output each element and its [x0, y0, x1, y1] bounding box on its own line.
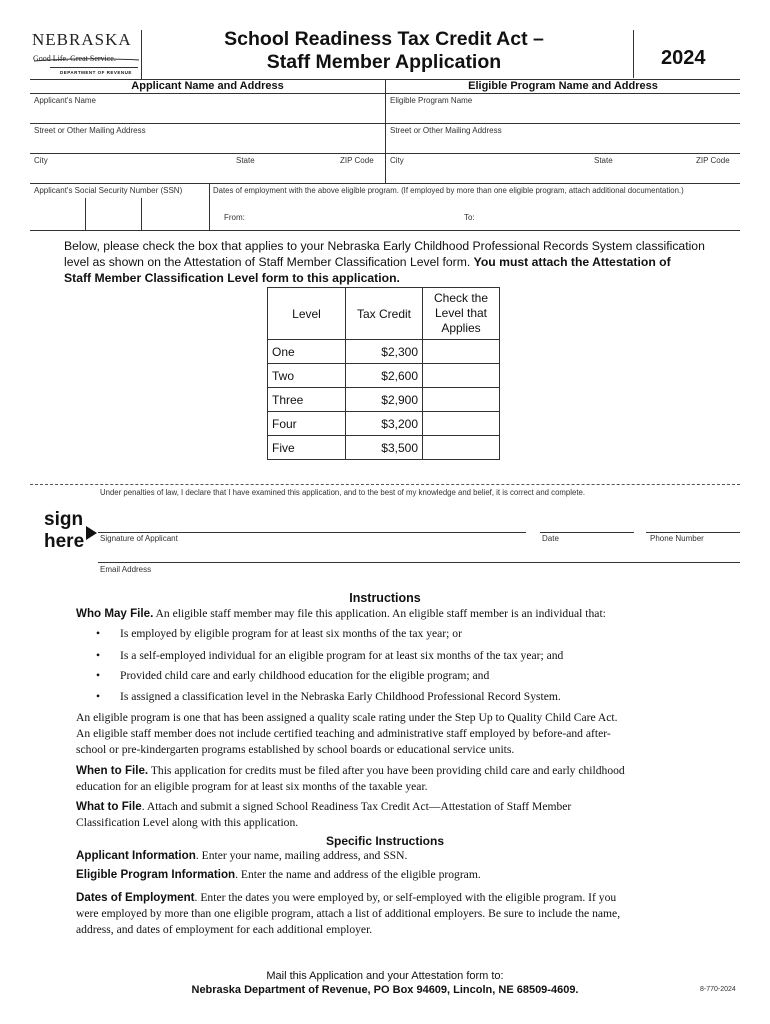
logo-name: NEBRASKA — [32, 30, 132, 49]
employment-dates-field[interactable] — [210, 184, 740, 230]
employment-label: Dates of employment with the above eligible program. (If employed by more than one eligible program, attach additional documentation.) — [213, 186, 684, 195]
title-divider — [633, 30, 634, 78]
email-field[interactable] — [98, 542, 740, 562]
table-row — [268, 388, 500, 412]
form-year: 2024 — [661, 47, 706, 69]
applicant-city-field[interactable] — [30, 154, 385, 183]
signature-field[interactable] — [98, 510, 526, 532]
col-level: Level — [268, 288, 346, 340]
logo-department: DEPARTMENT OF REVENUE — [60, 70, 132, 75]
program-name-label: Eligible Program Name — [390, 96, 473, 105]
ssn-divider-2 — [141, 198, 142, 230]
specific-instructions-heading: Specific Instructions — [325, 834, 445, 848]
program-zip-label: ZIP Code — [696, 156, 730, 165]
eligible-program-paragraph: An eligible program is one that has been assigned a quality scale rating under the Step Up to Quality Child Care Act. An eligible staff member does not include certified teaching and administrative staff employed by before-and after- school or pre-kindergarten programs established by school boards or educational service units. — [76, 711, 618, 756]
what-to-file: What to File. Attach and submit a signed School Readiness Tax Credit Act—Attestation of Staff Member Classification Level along with this application. — [76, 800, 572, 829]
applicant-street-field[interactable] — [30, 124, 385, 153]
program-information-instr: Eligible Program Information. Enter the name and address of the eligible program. — [76, 868, 481, 881]
credit-cell: $2,300 — [346, 340, 423, 364]
ssn-label: Applicant's Social Security Number (SSN) — [34, 186, 183, 195]
applicant-zip-label: ZIP Code — [340, 156, 374, 165]
list-item: • Is employed by eligible program for at least six months of the tax year; or — [96, 627, 462, 640]
form-code: 8-770-2024 — [700, 986, 736, 993]
col-tax-credit: Tax Credit — [346, 288, 423, 340]
classification-intro: Below, please check the box that applies to your Nebraska Early Childhood Professional Records System classification level as shown on the Attestation of Staff Member Classification Level form. You must attach the Attestation of Staff Member Classification Level form to this application. — [64, 239, 705, 285]
table-row — [268, 364, 500, 388]
program-state-label: State — [594, 156, 613, 165]
program-name-field[interactable] — [386, 94, 740, 123]
sign-arrow-icon — [86, 526, 98, 545]
form-title-line1: School Readiness Tax Credit Act – — [224, 28, 544, 50]
list-item: • Is assigned a classification level in the Nebraska Early Childhood Professional Record System. — [96, 690, 561, 703]
level-cell: Two — [268, 364, 346, 388]
form-title-line2: Staff Member Application — [266, 51, 502, 73]
sign-here-label: sign here — [44, 509, 85, 552]
applicant-name-field[interactable] — [30, 94, 385, 123]
table-row — [268, 340, 500, 364]
classification-table — [267, 287, 500, 460]
level-cell: Five — [268, 436, 346, 460]
phone-label: Phone Number — [650, 534, 704, 543]
program-street-field[interactable] — [386, 124, 740, 153]
level-cell: Four — [268, 412, 346, 436]
list-item: • Provided child care and early childhood education for the eligible program; and — [96, 669, 490, 682]
ssn-field[interactable] — [30, 184, 208, 230]
dates-of-employment-instr: Dates of Employment. Enter the dates you were employed by, or self-employed with the eligible program. If you were employed by more than one eligible program, attach a list of additional employers. Be sure to include the name, address, and dates of employment for each additional employer. — [76, 891, 621, 936]
program-city-label: City — [390, 156, 404, 165]
table-row — [268, 412, 500, 436]
signature-label: Signature of Applicant — [100, 534, 178, 543]
applicant-state-label: State — [236, 156, 255, 165]
date-label: Date — [542, 534, 559, 543]
credit-cell: $2,600 — [346, 364, 423, 388]
employment-to-label: To: — [464, 213, 475, 222]
level-one-checkbox[interactable] — [423, 340, 500, 364]
who-may-file: Who May File. An eligible staff member may file this application. An eligible staff member is an individual that: — [76, 607, 606, 620]
level-two-checkbox[interactable] — [423, 364, 500, 388]
applicant-street-label: Street or Other Mailing Address — [34, 126, 146, 135]
declaration-text: Under penalties of law, I declare that I have examined this application, and to the best of my knowledge and belief, it is correct and complete. — [100, 488, 585, 497]
employment-from-label: From: — [224, 213, 245, 222]
applicant-information-instr: Applicant Information. Enter your name, mailing address, and SSN. — [76, 849, 408, 862]
program-heading: Eligible Program Name and Address — [468, 80, 658, 92]
when-to-file: When to File. This application for credits must be filed after you have been providing child care and early childhood education for an eligible program for at least six months of the taxable year. — [76, 764, 625, 793]
logo-divider — [141, 30, 142, 80]
logo-tagline: Good Life. Great Service. — [33, 54, 116, 63]
level-five-checkbox[interactable] — [423, 436, 500, 460]
applicant-name-label: Applicant's Name — [34, 96, 96, 105]
table-row — [268, 436, 500, 460]
instructions-heading: Instructions — [349, 591, 421, 605]
list-item: • Is a self-employed individual for an eligible program for at least six months of the tax year; and — [96, 649, 564, 662]
col-check: Check the Level that Applies — [423, 288, 500, 340]
applicant-heading: Applicant Name and Address — [131, 80, 284, 92]
credit-cell: $3,500 — [346, 436, 423, 460]
program-street-label: Street or Other Mailing Address — [390, 126, 502, 135]
ssn-divider-1 — [85, 198, 86, 230]
logo-rule — [50, 67, 138, 68]
level-four-checkbox[interactable] — [423, 412, 500, 436]
mailing-instructions: Mail this Application and your Attestation form to: Nebraska Department of Revenue, PO Box 94609, Lincoln, NE 68509-4609. — [191, 970, 579, 996]
level-cell: Three — [268, 388, 346, 412]
nebraska-logo — [32, 30, 142, 80]
credit-cell: $3,200 — [346, 412, 423, 436]
level-three-checkbox[interactable] — [423, 388, 500, 412]
level-cell: One — [268, 340, 346, 364]
date-field[interactable] — [540, 510, 634, 532]
program-city-field[interactable] — [386, 154, 740, 183]
applicant-city-label: City — [34, 156, 48, 165]
credit-cell: $2,900 — [346, 388, 423, 412]
phone-field[interactable] — [646, 510, 740, 532]
email-label: Email Address — [100, 565, 152, 574]
form-title — [174, 28, 594, 74]
